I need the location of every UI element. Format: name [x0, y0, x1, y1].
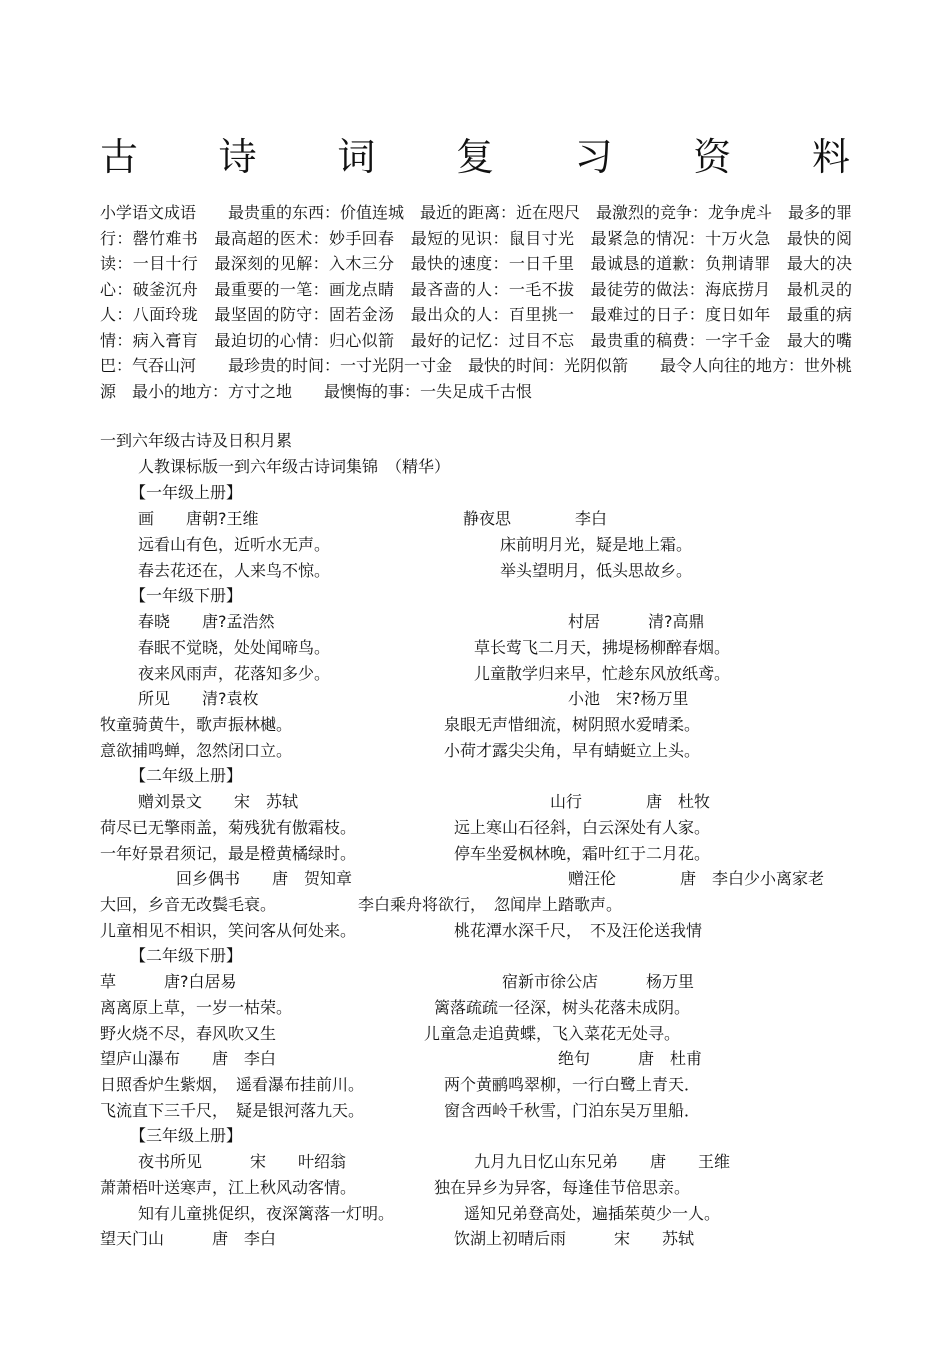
poem-line: 大回，乡音无改鬓毛衰。 — [100, 895, 277, 914]
poem-line: 飞流直下三千尺， 疑是银河落九天。 — [100, 1101, 365, 1120]
poem-line: 远看山有色，近听水无声。 — [138, 535, 331, 554]
title-char: 古 — [100, 135, 139, 179]
poem-line: 李白乘舟将欲行， 忽闻岸上踏歌声。 — [358, 895, 623, 914]
poem-line: 篱落疏疏一径深，树头花落未成阴。 — [434, 998, 691, 1017]
poem-line: 牧童骑黄牛，歌声振林樾。 — [100, 715, 293, 734]
poem-title: 饮湖上初晴后雨 宋 苏轼 — [454, 1229, 695, 1248]
grade-heading: 【二年级下册】 — [130, 946, 243, 965]
poem-title: 春晓 唐?孟浩然 — [138, 612, 275, 631]
poem-title: 山行 唐 杜牧 — [550, 792, 711, 811]
poem-title: 夜书所见 宋 叶绍翁 — [138, 1152, 347, 1171]
title-char: 复 — [455, 135, 494, 179]
poem-line: 儿童急走追黄蝶，飞入菜花无处寻。 — [424, 1024, 681, 1043]
poem-title: 九月九日忆山东兄弟 唐 王维 — [474, 1152, 731, 1171]
title-char: 诗 — [218, 135, 257, 179]
poem-line: 停车坐爱枫林晚，霜叶红于二月花。 — [454, 844, 711, 863]
poem-line: 野火烧不尽，春风吹又生 — [100, 1024, 277, 1043]
section-heading: 一到六年级古诗及日积月累 — [100, 431, 293, 450]
poem-title: 赠汪伦 唐 李白少小离家老 — [568, 869, 825, 888]
poem-line: 泉眼无声惜细流，树阴照水爱晴柔。 — [444, 715, 701, 734]
poem-title: 草 唐?白居易 — [100, 972, 237, 991]
poem-title: 绝句 唐 杜甫 — [558, 1049, 703, 1068]
poem-title: 小池 宋?杨万里 — [568, 689, 689, 708]
poem-line: 知有儿童挑促织，夜深篱落一灯明。 — [138, 1204, 395, 1223]
grade-heading: 【一年级上册】 — [130, 483, 243, 502]
poem-title: 望天门山 唐 李白 — [100, 1229, 277, 1248]
poem-line: 窗含西岭千秋雪，门泊东吴万里船． — [444, 1101, 701, 1120]
poem-line: 离离原上草，一岁一枯荣。 — [100, 998, 293, 1017]
poem-line: 两个黄鹂鸣翠柳，一行白鹭上青天． — [444, 1075, 701, 1094]
poem-line: 桃花潭水深千尺， 不及汪伦送我情 — [454, 921, 703, 940]
poem-title: 望庐山瀑布 唐 李白 — [100, 1049, 277, 1068]
idioms-paragraph: 小学语文成语 最贵重的东西：价值连城 最近的距离：近在咫尺 最激烈的竞争：龙争虎斗 最多的罪行：罄竹难书 最高超的医术：妙手回春 最短的见识：鼠目寸光 最紧急的情况：十万火急 最快的阅读：一目十行 最深刻的见解：入木三分 最快的速度：一日千里 最诚恳的道歉：负荆请罪 最大的决心：破釜沉舟 最重要的一笔：画龙点睛 最吝啬的人：一毛不拔 最徒劳的做法：海底捞月 最机灵的人：八面玲珑 最坚固的防守：固若金汤 最出众的人：百里挑一 最难过的日子：度日如年 最重的病情：病入膏肓 最迫切的心情：归心似箭 最好的记忆：过目不忘 最贵重的稿费：一字千金 最大的嘴巴：气吞山河 最珍贵的时间：一寸光阴一寸金 最快的时间：光阴似箭 最令人向往的地方：世外桃源 最小的地方：方寸之地 最懊悔的事：一失足成千古恨 — [100, 203, 853, 401]
poem-line: 夜来风雨声，花落知多少。 — [138, 664, 331, 683]
title-char: 料 — [811, 135, 850, 179]
poem-title: 村居 清?高鼎 — [568, 612, 705, 631]
poem-line: 一年好景君须记，最是橙黄橘绿时。 — [100, 844, 357, 863]
poem-line: 意欲捕鸣蝉，忽然闭口立。 — [100, 741, 293, 760]
collection-heading: 人教课标版一到六年级古诗词集锦 （精华） — [138, 457, 451, 476]
poem-line: 远上寒山石径斜，白云深处有人家。 — [454, 818, 711, 837]
poem-title: 回乡偶书 唐 贺知章 — [176, 869, 353, 888]
poem-line: 遥知兄弟登高处，遍插茱萸少一人。 — [464, 1204, 721, 1223]
title-char: 词 — [337, 135, 376, 179]
poem-line: 小荷才露尖尖角，早有蜻蜓立上头。 — [444, 741, 701, 760]
poem-line: 儿童相见不相识，笑问客从何处来。 — [100, 921, 357, 940]
title-char: 习 — [574, 135, 613, 179]
page-title — [100, 132, 850, 182]
grade-heading: 【二年级上册】 — [130, 766, 243, 785]
poem-title: 所见 清?袁枚 — [138, 689, 259, 708]
grade-heading: 【一年级下册】 — [130, 586, 243, 605]
poem-line: 春去花还在，人来鸟不惊。 — [138, 561, 331, 580]
poem-title: 宿新市徐公店 杨万里 — [502, 972, 695, 991]
poem-title: 静夜思 李白 — [463, 509, 608, 528]
poem-line: 独在异乡为异客，每逢佳节倍思亲。 — [434, 1178, 691, 1197]
poem-line: 草长莺飞二月天，拂堤杨柳醉春烟。 — [474, 638, 731, 657]
title-char: 资 — [693, 135, 732, 179]
poem-line: 床前明月光，疑是地上霜。 — [500, 535, 693, 554]
poem-line: 春眠不觉晓，处处闻啼鸟。 — [138, 638, 331, 657]
poem-line: 萧萧梧叶送寒声，江上秋风动客情。 — [100, 1178, 357, 1197]
poem-title: 赠刘景文 宋 苏轼 — [138, 792, 299, 811]
poem-line: 举头望明月，低头思故乡。 — [500, 561, 693, 580]
poem-line: 儿童散学归来早，忙趁东风放纸鸢。 — [474, 664, 731, 683]
poem-line: 荷尽已无擎雨盖，菊残犹有傲霜枝。 — [100, 818, 357, 837]
poem-title: 画 唐朝?王维 — [138, 509, 259, 528]
poem-line: 日照香炉生紫烟， 遥看瀑布挂前川。 — [100, 1075, 365, 1094]
grade-heading: 【三年级上册】 — [130, 1126, 243, 1145]
